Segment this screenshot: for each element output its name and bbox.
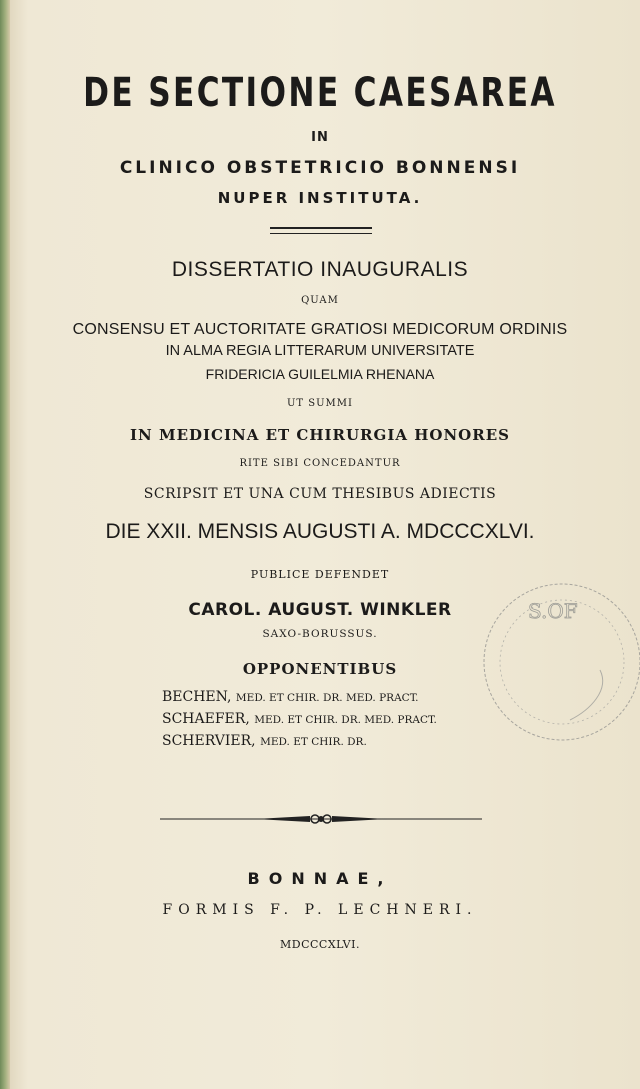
- ut-summi-line: UT SUMMI: [287, 398, 353, 409]
- opponent-title: MED. ET CHIR. DR.: [260, 736, 367, 748]
- nuper-line: NUPER INSTITUTA.: [217, 189, 423, 207]
- opponent-entry: [162, 687, 437, 709]
- publice-line: PUBLICE DEFENDET: [250, 568, 390, 581]
- opponent-name: SCHAEFER,: [162, 711, 250, 727]
- consensu-line: CONSENSU ET AUCTORITATE GRATIOSI MEDICORUM ORDINIS: [72, 321, 568, 338]
- opponent-entry: [162, 731, 437, 753]
- author-origin: SAXO-BORUSSUS.: [262, 628, 378, 640]
- printer-line: FORMIS F. P. LECHNERI.: [162, 902, 478, 918]
- main-title: DE SECTIONE CAESAREA: [83, 70, 557, 116]
- author-name: CAROL. AUGUST. WINKLER: [188, 600, 452, 620]
- opponents-heading: OPPONENTIBUS: [242, 660, 398, 678]
- quam-line: QUAM: [301, 295, 339, 306]
- in-word: IN: [311, 130, 329, 145]
- opponents-list: [162, 687, 437, 753]
- opponent-name: SCHERVIER,: [162, 733, 256, 749]
- library-stamp: [450, 570, 640, 750]
- stamp-text: S.OF: [528, 599, 578, 623]
- opponent-name: BECHEN,: [162, 689, 232, 705]
- opponent-title: MED. ET CHIR. DR. MED. PRACT.: [254, 714, 437, 726]
- date-line: DIE XXII. MENSIS AUGUSTI A. MDCCCXLVI.: [105, 520, 535, 543]
- city-line: BONNAE,: [247, 869, 393, 888]
- scripsit-line: SCRIPSIT ET UNA CUM THESIBUS ADIECTIS: [143, 486, 497, 502]
- opponent-entry: [162, 709, 437, 731]
- dissertation-heading: DISSERTATIO INAUGURALIS: [171, 258, 469, 281]
- double-rule-divider: [270, 227, 372, 234]
- print-year: MDCCCXLVI.: [280, 938, 360, 951]
- honores-line: IN MEDICINA ET CHIRURGIA HONORES: [130, 426, 510, 444]
- university-line: IN ALMA REGIA LITTERARUM UNIVERSITATE: [165, 343, 475, 359]
- clinic-line: CLINICO OBSTETRICIO BONNENSI: [119, 158, 521, 178]
- rite-line: RITE SIBI CONCEDANTUR: [239, 458, 401, 469]
- university-name-line: FRIDERICIA GUILELMIA RHENANA: [205, 366, 435, 382]
- ornamental-divider: [160, 812, 482, 826]
- opponent-title: MED. ET CHIR. DR. MED. PRACT.: [235, 692, 419, 704]
